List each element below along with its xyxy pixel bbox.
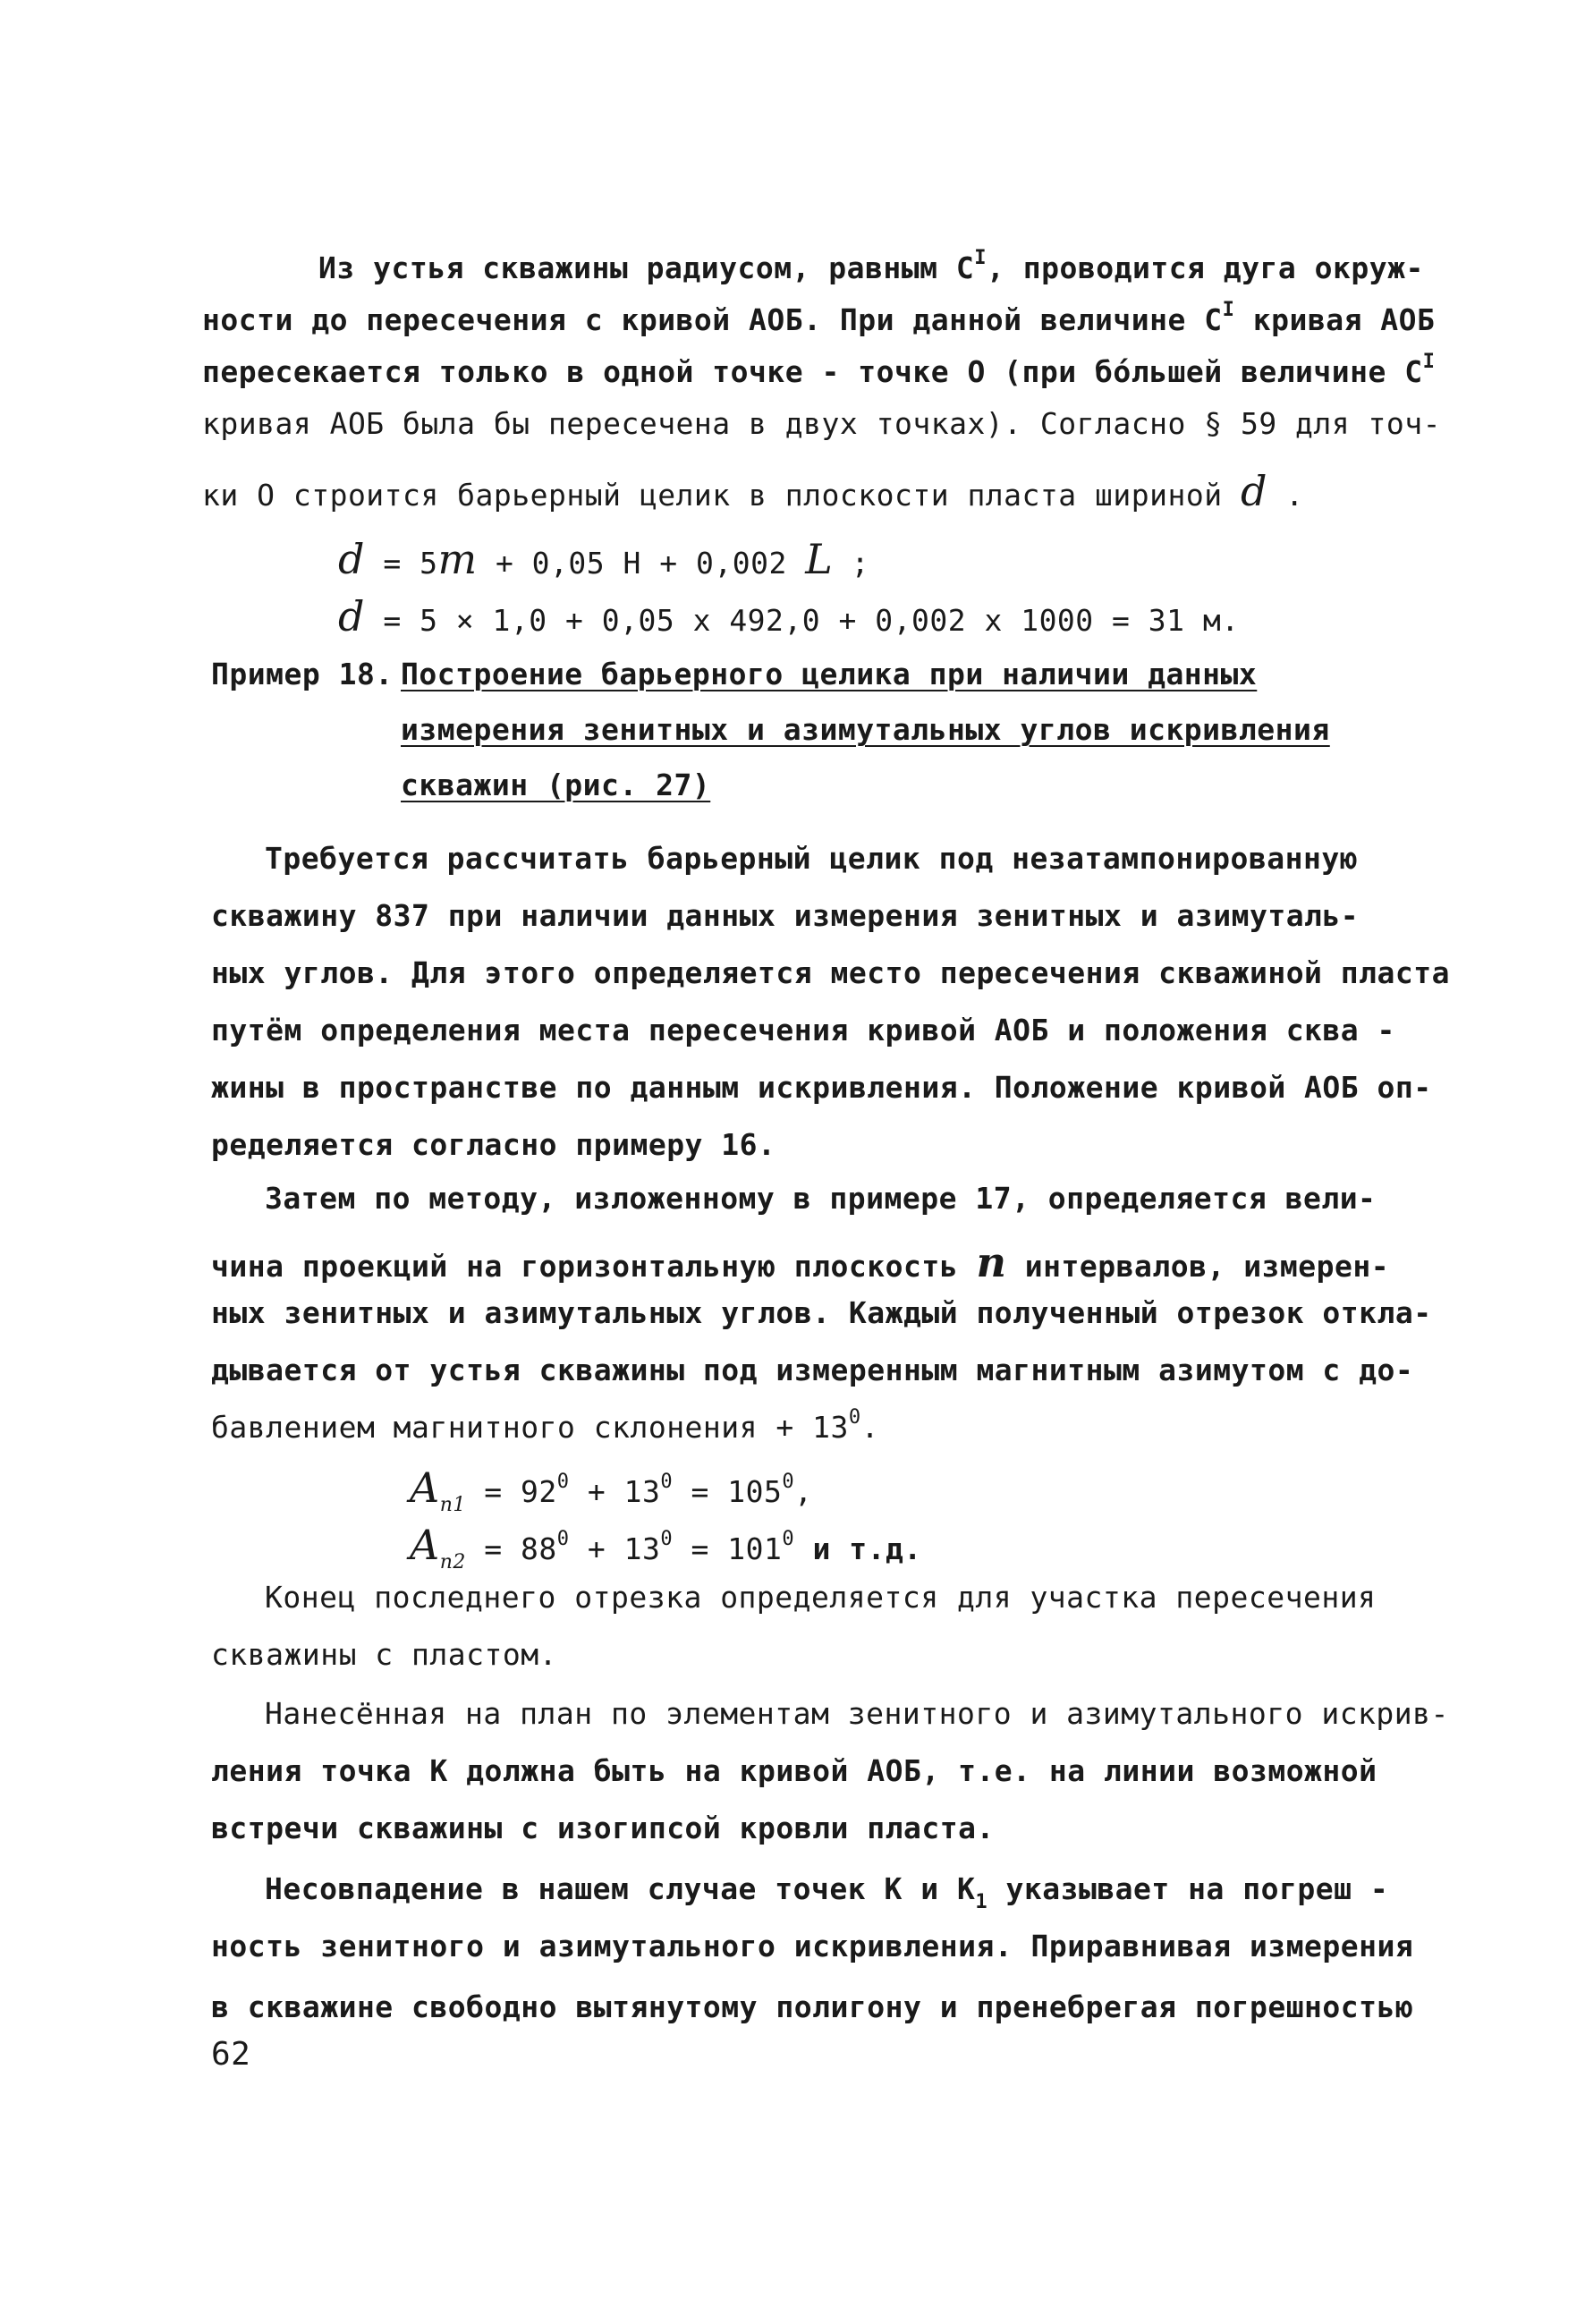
p6-line-1: Несовпадение в нашем случае точек К и $К_1$ указывает на погреш - [265,1871,1389,1913]
p3-line-3: ных зенитных и азимутальных углов. Каждый полученный отрезок откла- [211,1295,1432,1330]
p2-line-6: ределяется согласно примеру 16. [211,1127,776,1162]
p6-line-2: ность зенитного и азимутального искривления. Приравнивая измерения [211,1929,1414,1964]
formula-2: d = 5 × 1,0 + 0,05 x 492,0 + 0,002 x 1000 = 31 м. [338,592,1240,640]
p5-line-2: ления точка К должна быть на кривой АОБ, т.е. на линии возможной [211,1753,1377,1788]
p2-line-2: скважину 837 при наличии данных измерения зенитных и азимуталь- [211,898,1360,933]
p1-line-3: пересекается только в одной точке - точке О (при бо́льшей величине $С^I$ [202,351,1436,389]
p2-line-5: жины в пространстве по данным искривления. Положение кривой АОБ оп- [211,1070,1432,1105]
formula-1: d = 5m + 0,05 Н + 0,002 L ; [338,535,869,583]
p6-line-3: в скважине свободно вытянутому полигону и пренебрегая погрешностью [211,1989,1414,2024]
p4-line-1: Конец последнего отрезка определяется для участка пересечения [265,1580,1377,1615]
p2-line-3: ных углов. Для этого определяется место пересечения скважиной пласта [211,955,1451,990]
p4-line-2: скважины с пластом. [211,1637,557,1672]
p1-line-5: ки О строится барьерный целик в плоскости пласта шириной d . [202,467,1304,515]
example-18-title-1: Построение барьерного целика при наличии данных [401,657,1258,691]
p5-line-3: встречи скважины с изогипсой кровли пласта. [211,1811,995,1845]
p3-line-4: дывается от устья скважины под измеренным магнитным азимутом с до- [211,1353,1414,1387]
example-18-label: Пример 18. [211,657,394,691]
p1-line-1: Из устья скважины радиусом, равным $С^I$, проводится дуга окруж- [318,247,1424,285]
p3-line-1: Затем по методу, изложенному в примере 17, определяется вели- [265,1181,1377,1216]
p3-line-2: чина проекций на горизонтальную плоскость n интервалов, измерен- [211,1238,1390,1286]
formula-4: $A_{n2} = 88^0 + 13^0 = 101^0$ и т.д. [410,1521,922,1573]
p5-line-1: Нанесённая на план по элементам зенитного и азимутального искрив- [265,1696,1449,1731]
p1-line-4: кривая АОБ была бы пересечена в двух точках). Согласно § 59 для точ- [202,406,1442,441]
example-18-title-3: скважин (рис. 27) [401,768,711,802]
formula-3: $A_{n1} = 92^0 + 13^0 = 105^0$, [410,1463,813,1516]
page-number: 62 [211,2036,251,2073]
p2-line-4: путём определения места пересечения кривой АОБ и положения сква - [211,1013,1395,1047]
p3-line-5: бавлением магнитного склонения + $13^0$. [211,1406,879,1445]
p1-line-2: ности до пересечения с кривой АОБ. При данной величине $С^I$ кривая АОБ [202,299,1436,337]
example-18-title-2: измерения зенитных и азимутальных углов искривления [401,712,1330,747]
p2-line-1: Требуется рассчитать барьерный целик под незатампонированную [265,841,1359,876]
